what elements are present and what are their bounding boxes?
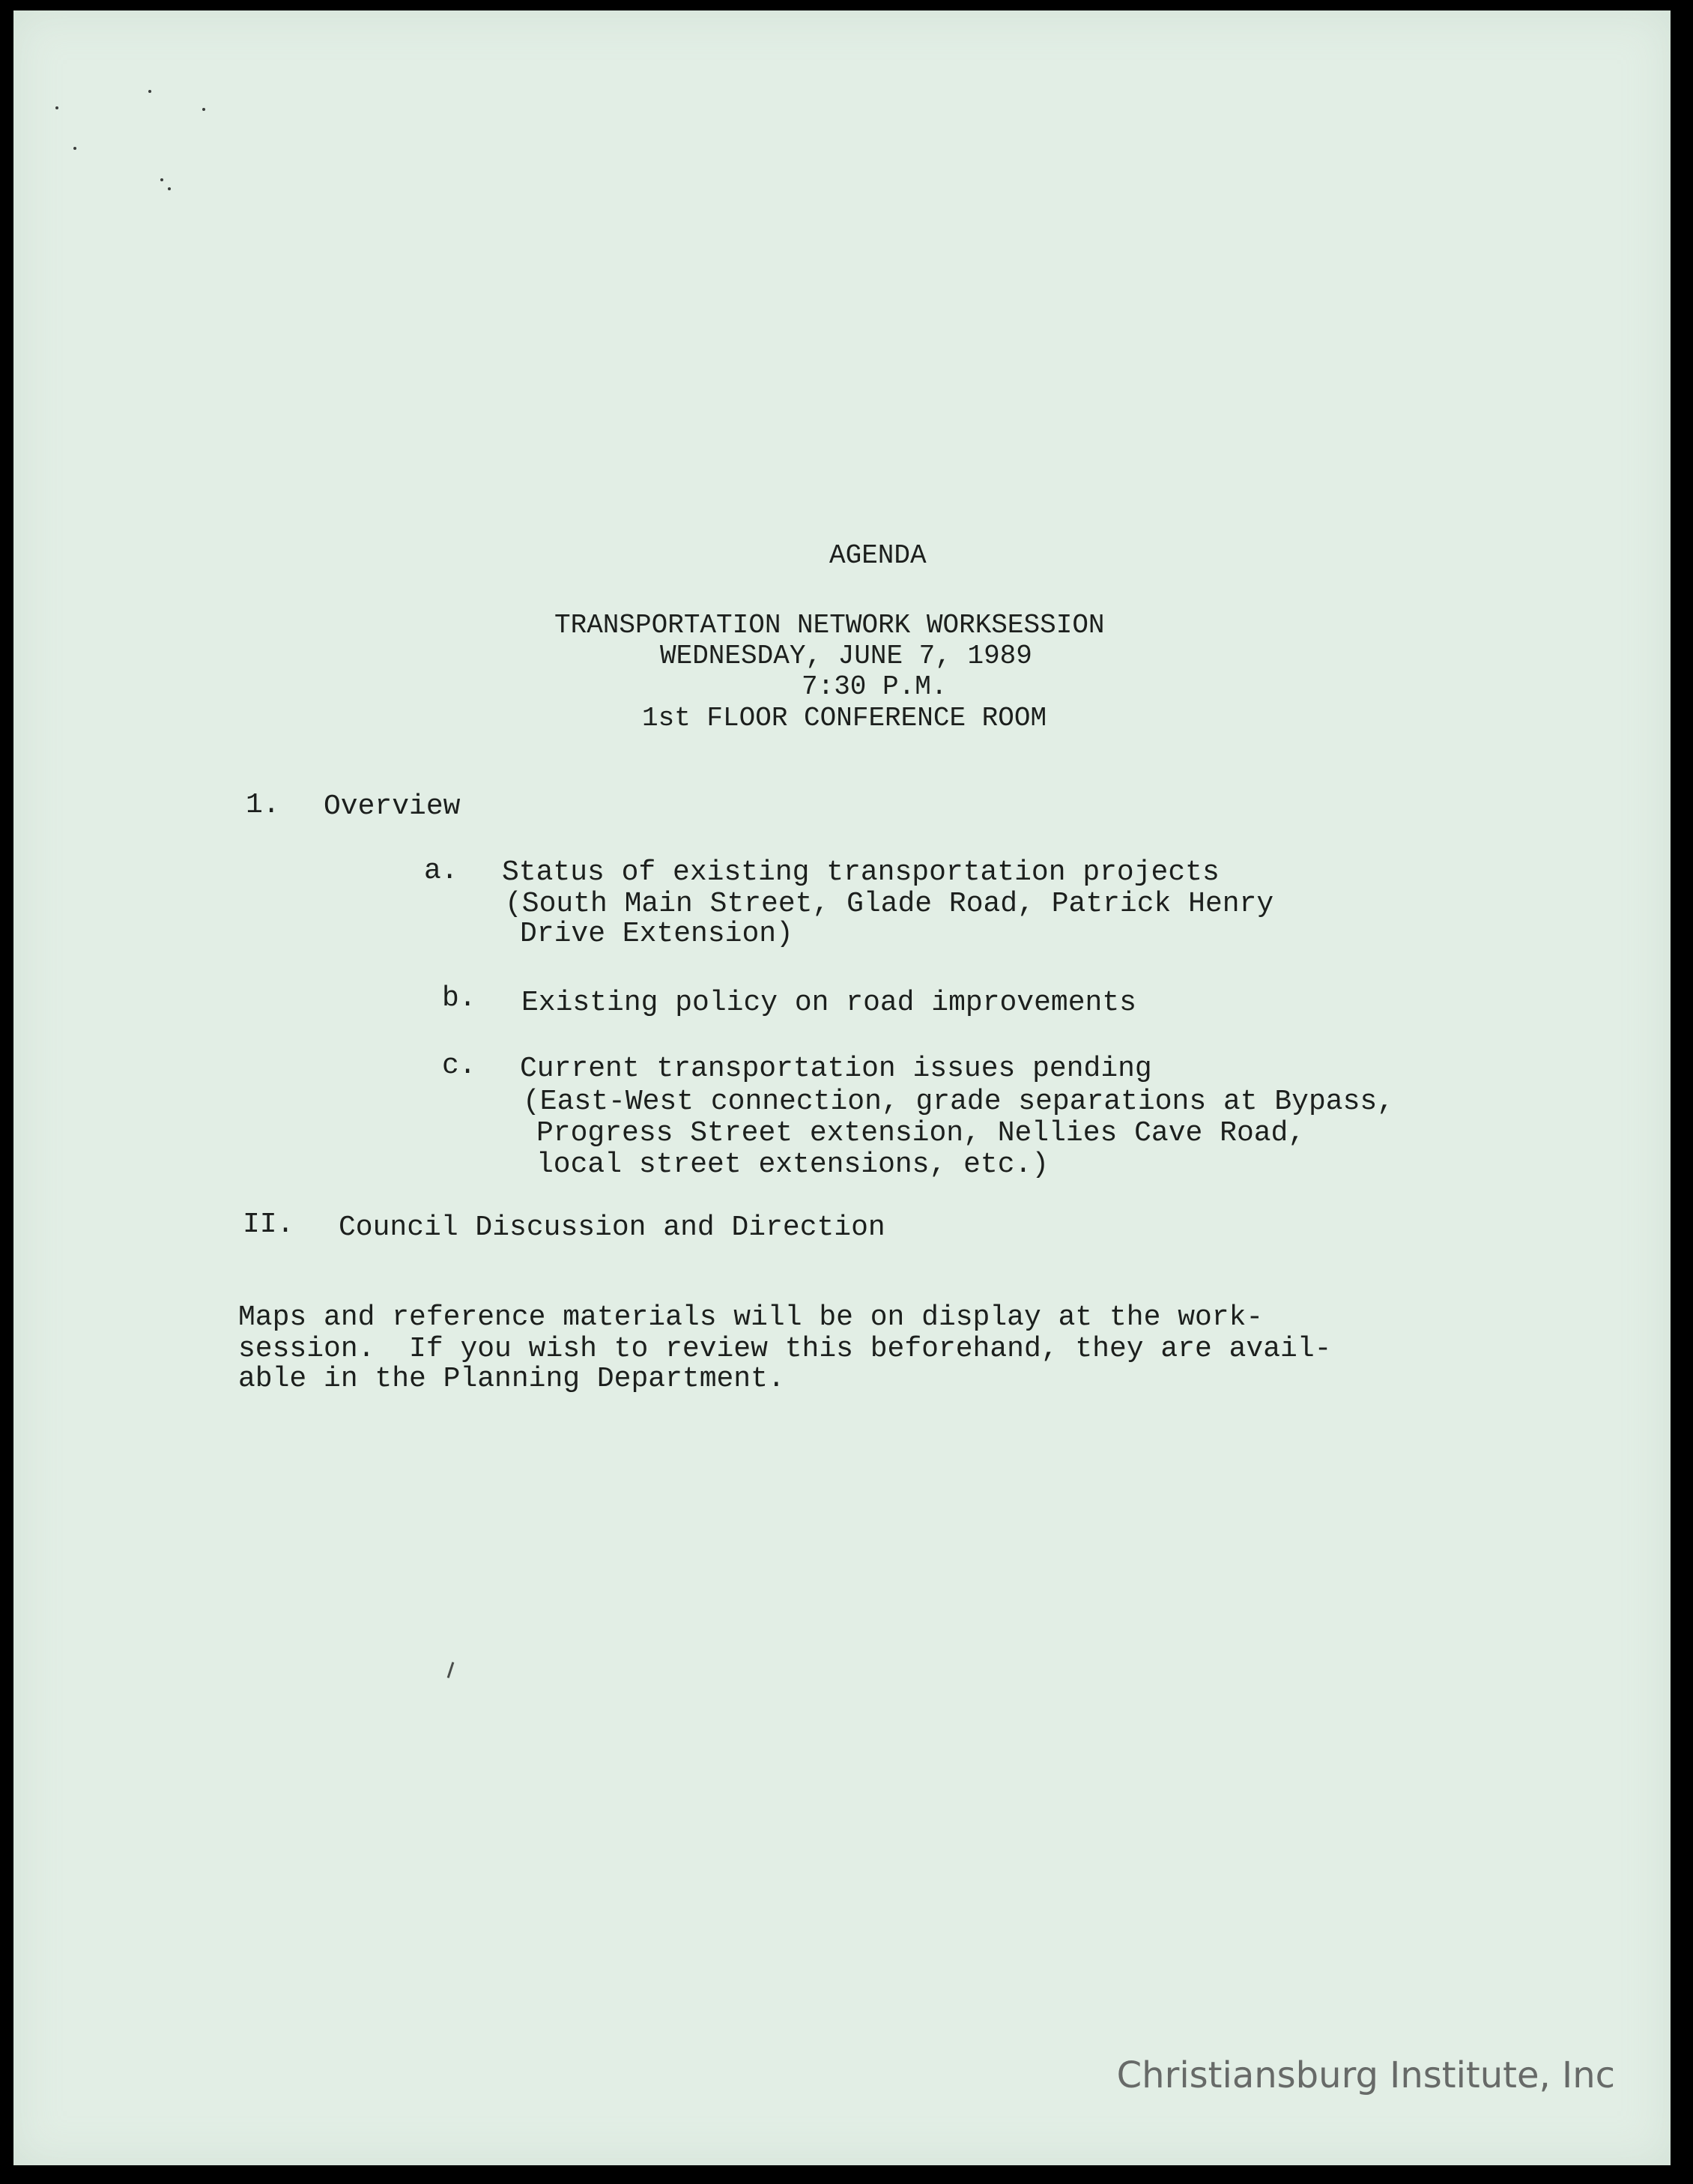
meeting-date: WEDNESDAY, JUNE 7, 1989 xyxy=(660,641,1032,671)
section-title: Overview xyxy=(324,790,461,823)
paper-speck xyxy=(148,90,151,93)
item-letter: a. xyxy=(424,855,458,887)
item-line: Current transportation issues pending xyxy=(520,1053,1152,1085)
note-line: session. If you wish to review this beforehand, they are avail- xyxy=(238,1333,1332,1365)
paper-speck xyxy=(73,147,76,150)
paper-speck xyxy=(168,187,171,190)
note-line: able in the Planning Department. xyxy=(238,1363,785,1395)
item-line: Existing policy on road improvements xyxy=(521,987,1136,1019)
meeting-time: 7:30 P.M. xyxy=(802,671,948,702)
item-line: Drive Extension) xyxy=(520,918,793,950)
archive-watermark: Christiansburg Institute, Inc xyxy=(1116,2054,1615,2096)
meeting-location: 1st FLOOR CONFERENCE ROOM xyxy=(642,703,1047,733)
item-line: Progress Street extension, Nellies Cave Road, xyxy=(536,1117,1306,1149)
item-letter: c. xyxy=(442,1050,476,1082)
paper-speck xyxy=(55,106,58,109)
section-number: II. xyxy=(243,1209,294,1241)
paper-speck xyxy=(160,178,163,181)
section-title: Council Discussion and Direction xyxy=(339,1212,885,1244)
agenda-heading: AGENDA xyxy=(829,540,927,571)
meeting-title: TRANSPORTATION NETWORK WORKSESSION xyxy=(554,610,1105,641)
item-line: local street extensions, etc.) xyxy=(536,1149,1050,1181)
item-line: (East-West connection, grade separations at Bypass, xyxy=(523,1086,1394,1118)
section-number: 1. xyxy=(246,789,280,821)
stray-pen-mark xyxy=(447,1662,455,1678)
note-line: Maps and reference materials will be on display at the work- xyxy=(238,1301,1264,1334)
paper-speck xyxy=(202,108,205,111)
document-page xyxy=(13,10,1671,2165)
item-letter: b. xyxy=(442,982,476,1014)
item-line: (South Main Street, Glade Road, Patrick Henry xyxy=(505,888,1274,920)
item-line: Status of existing transportation projects xyxy=(502,856,1220,889)
